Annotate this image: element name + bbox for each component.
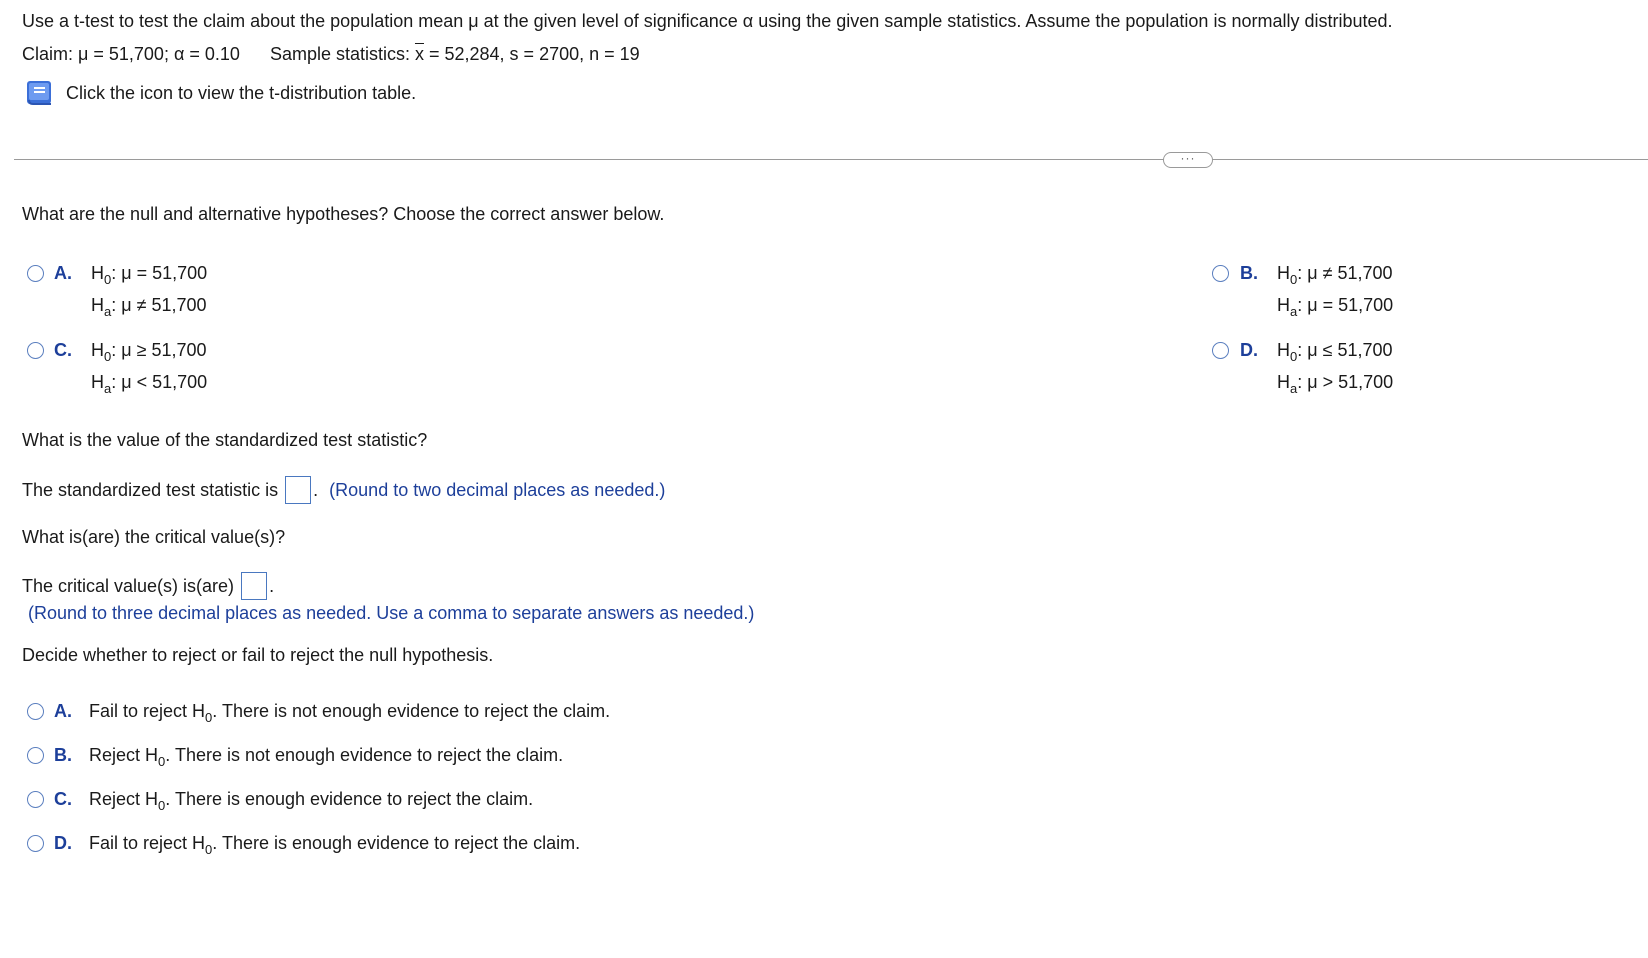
problem-claim-line [22,44,640,65]
option-letter: A. [54,263,72,283]
option-letter: C. [54,789,72,809]
q2-statement-line [22,477,665,505]
radio-button[interactable] [27,265,44,282]
radio-button[interactable] [27,703,44,720]
option-letter: D. [1240,340,1258,360]
sample-stats-label: Sample statistics: [269,44,415,64]
decision-statement: Reject $H_0$. There is enough evidence to reject the claim. [89,789,534,813]
option-letter: C. [54,340,72,360]
book-icon[interactable] [26,80,54,106]
option-letter: D. [54,833,72,853]
section-divider [14,159,1648,160]
radio-button[interactable] [27,747,44,764]
problem-instruction: Use a t-test to test the claim about the population mean μ at the given level of significance α using the given sample statistics. Assume the population is normally distributed. [22,11,1393,31]
q2-statement: The standardized test statistic is [22,479,279,500]
radio-button[interactable] [27,835,44,852]
null-hypothesis: $H_0$: μ ≥ 51,700 [91,340,207,364]
alternative-hypothesis: $H_a$: μ < 51,700 [91,372,208,396]
radio-button[interactable] [1212,265,1229,282]
q2-rounding-hint: (Round to two decimal places as needed.) [329,479,666,500]
alternative-hypothesis: $H_a$: μ = 51,700 [1277,295,1394,319]
claim-text: Claim: μ = 51,700; α = 0.10 [22,44,240,64]
q1-prompt: What are the null and alternative hypotheses? Choose the correct answer below. [22,204,665,224]
table-hint: Click the icon to view the t-distribution table. [66,83,417,103]
decision-statement: Fail to reject $H_0$. There is enough evidence to reject the claim. [89,833,581,857]
option-letter: B. [54,745,72,765]
critical-value-input[interactable] [241,572,267,600]
alternative-hypothesis: $H_a$: μ ≠ 51,700 [91,295,207,319]
null-hypothesis: $H_0$: μ ≤ 51,700 [1277,340,1393,364]
decision-statement: Fail to reject $H_0$. There is not enough evidence to reject the claim. [89,701,611,725]
sample-stats-values: = 52,284, s = 2700, n = 19 [423,44,640,64]
more-button[interactable]: ··· [1163,152,1213,168]
q3-prompt: What is(are) the critical value(s)? [22,527,286,547]
xbar-symbol: $\overline{x}$ [414,44,424,64]
null-hypothesis: $H_0$: μ ≠ 51,700 [1277,263,1393,287]
radio-button[interactable] [1212,342,1229,359]
radio-button[interactable] [27,342,44,359]
q2-prompt: What is the value of the standardized test statistic? [22,430,428,450]
q3-statement-line [22,573,274,601]
decision-statement: Reject $H_0$. There is not enough evidence to reject the claim. [89,745,564,769]
q3-rounding-hint: (Round to three decimal places as needed. Use a comma to separate answers as needed.) [28,603,755,623]
radio-button[interactable] [27,791,44,808]
q3-period: . [269,575,275,596]
option-letter: A. [54,701,72,721]
option-letter: B. [1240,263,1258,283]
null-hypothesis: $H_0$: μ = 51,700 [91,263,208,287]
q2-period: . [313,479,319,500]
test-statistic-input[interactable] [285,476,311,504]
q3-statement: The critical value(s) is(are) [22,575,235,596]
q4-prompt: Decide whether to reject or fail to reject the null hypothesis. [22,645,494,665]
alternative-hypothesis: $H_a$: μ > 51,700 [1277,372,1394,396]
